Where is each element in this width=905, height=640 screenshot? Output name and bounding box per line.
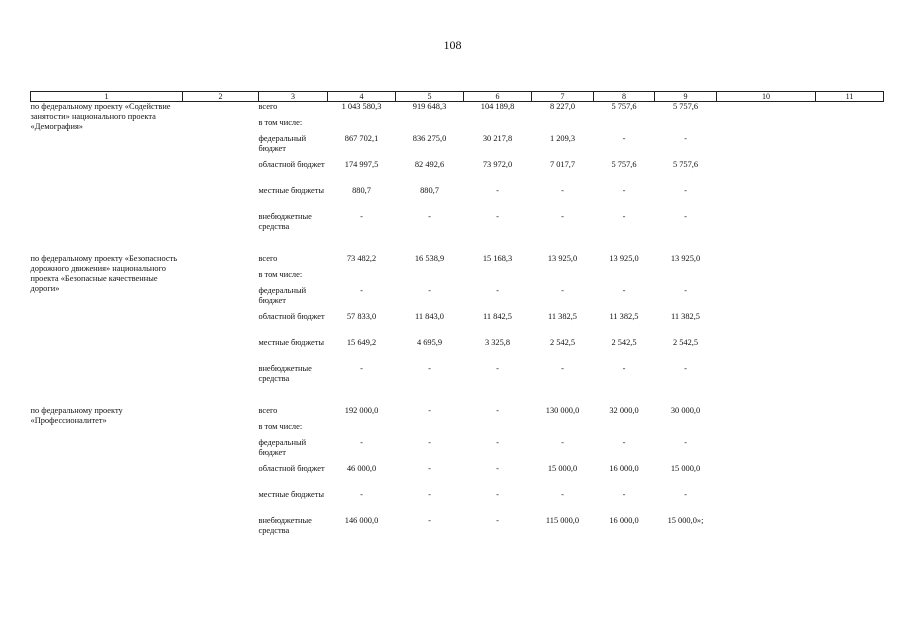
amount-cell: [594, 422, 655, 438]
amount-cell: [594, 270, 655, 286]
amount-cell: [328, 270, 396, 286]
column-header: 6: [464, 92, 532, 102]
empty-cell: [717, 406, 816, 422]
amount-cell: -: [561, 490, 564, 499]
amount-cell: -: [496, 464, 499, 473]
empty-cell: [717, 464, 816, 490]
funding-source: федеральный бюджет: [258, 438, 307, 457]
amount-cell: -: [561, 438, 564, 447]
amount-cell: -: [428, 464, 431, 473]
empty-cell: [717, 186, 816, 212]
empty-cell: [717, 312, 816, 338]
amount-cell: 880,7: [420, 186, 439, 195]
amount-cell: [655, 118, 717, 134]
amount-cell: 15 000,0»;: [667, 516, 704, 525]
amount-cell: [396, 118, 464, 134]
amount-cell: -: [360, 286, 363, 295]
table-row: [31, 254, 884, 270]
empty-cell: [717, 134, 816, 160]
amount-cell: -: [496, 212, 499, 221]
amount-cell: -: [684, 438, 687, 447]
amount-cell: [532, 118, 594, 134]
amount-cell: 11 382,5: [609, 312, 639, 321]
amount-cell: 11 382,5: [670, 312, 700, 321]
amount-cell: [655, 422, 717, 438]
empty-cell: [717, 254, 816, 270]
amount-cell: 174 997,5: [344, 160, 379, 169]
empty-cell: [717, 422, 816, 438]
empty-cell: [816, 270, 884, 286]
amount-cell: 867 702,1: [344, 134, 379, 143]
funding-source: федеральный бюджет: [258, 286, 307, 305]
empty-cell: [183, 406, 259, 542]
amount-cell: 11 382,5: [547, 312, 577, 321]
empty-cell: [816, 422, 884, 438]
column-header: 9: [655, 92, 717, 102]
amount-cell: 8 227,0: [549, 102, 576, 111]
amount-cell: -: [496, 406, 499, 415]
amount-cell: -: [360, 490, 363, 499]
amount-cell: -: [684, 490, 687, 499]
amount-cell: 73 972,0: [482, 160, 513, 169]
funding-source: местные бюджеты: [258, 186, 325, 195]
amount-cell: -: [622, 212, 626, 221]
amount-cell: -: [428, 406, 431, 415]
funding-source: всего: [258, 254, 278, 263]
amount-cell: -: [622, 286, 626, 295]
amount-cell: 15 000,0: [547, 464, 578, 473]
amount-cell: 15 168,3: [482, 254, 513, 263]
amount-cell: [532, 422, 594, 438]
table-row: [31, 102, 884, 119]
amount-cell: 11 842,5: [482, 312, 512, 321]
funding-source: федеральный бюджет: [258, 134, 307, 153]
amount-cell: 7 017,7: [549, 160, 576, 169]
amount-cell: 5 757,6: [611, 102, 637, 111]
amount-cell: 13 925,0: [670, 254, 701, 263]
amount-cell: -: [622, 364, 626, 373]
project-name: по федеральному проекту «Содействие занятости» национального проекта «Демография»: [30, 102, 171, 131]
empty-cell: [816, 490, 884, 516]
funding-source: местные бюджеты: [258, 338, 325, 347]
amount-cell: 82 492,6: [414, 160, 445, 169]
amount-cell: -: [622, 490, 626, 499]
column-header: 5: [396, 92, 464, 102]
column-header: 10: [717, 92, 816, 102]
spacer-row: [31, 390, 884, 406]
empty-cell: [717, 270, 816, 286]
amount-cell: -: [428, 212, 431, 221]
amount-cell: 1 043 580,3: [341, 102, 382, 111]
amount-cell: -: [622, 186, 626, 195]
amount-cell: -: [561, 364, 564, 373]
amount-cell: 46 000,0: [346, 464, 377, 473]
funding-source: внебюджетные средства: [258, 364, 312, 383]
amount-cell: 30 217,8: [482, 134, 513, 143]
amount-cell: [655, 270, 717, 286]
amount-cell: [328, 422, 396, 438]
amount-cell: -: [622, 438, 626, 447]
amount-cell: [464, 118, 532, 134]
amount-cell: -: [496, 438, 499, 447]
spacer-cell: [31, 390, 884, 406]
amount-cell: -: [561, 186, 564, 195]
amount-cell: -: [496, 364, 499, 373]
amount-cell: 836 275,0: [412, 134, 447, 143]
amount-cell: [532, 270, 594, 286]
empty-cell: [816, 102, 884, 119]
amount-cell: -: [561, 286, 564, 295]
amount-cell: -: [684, 186, 687, 195]
amount-cell: [464, 422, 532, 438]
amount-cell: 30 000,0: [670, 406, 701, 415]
column-header: 1: [31, 92, 183, 102]
empty-cell: [816, 406, 884, 422]
amount-cell: 15 649,2: [346, 338, 377, 347]
amount-cell: 1 209,3: [549, 134, 576, 143]
empty-cell: [816, 118, 884, 134]
funding-source: всего: [258, 102, 278, 111]
amount-cell: 2 542,5: [611, 338, 637, 347]
amount-cell: 32 000,0: [609, 406, 639, 415]
funding-source: областной бюджет: [258, 160, 325, 169]
empty-cell: [816, 286, 884, 312]
amount-cell: [464, 270, 532, 286]
empty-cell: [717, 516, 816, 542]
empty-cell: [816, 364, 884, 390]
funding-source: внебюджетные средства: [258, 516, 312, 535]
column-header: 8: [594, 92, 655, 102]
empty-cell: [717, 338, 816, 364]
amount-cell: 130 000,0: [545, 406, 580, 415]
amount-cell: 73 482,2: [346, 254, 377, 263]
amount-cell: [396, 270, 464, 286]
funding-source: всего: [258, 406, 278, 415]
empty-cell: [717, 102, 816, 119]
amount-cell: -: [360, 364, 363, 373]
amount-cell: 5 757,6: [672, 160, 699, 169]
amount-cell: -: [428, 364, 431, 373]
empty-cell: [816, 338, 884, 364]
amount-cell: 15 000,0: [670, 464, 701, 473]
amount-cell: 2 542,5: [672, 338, 699, 347]
amount-cell: 13 925,0: [609, 254, 639, 263]
empty-cell: [816, 516, 884, 542]
amount-cell: 192 000,0: [344, 406, 379, 415]
funding-source: местные бюджеты: [258, 490, 325, 499]
budget-table: [30, 91, 884, 542]
empty-cell: [717, 438, 816, 464]
amount-cell: -: [428, 286, 431, 295]
amount-cell: -: [496, 490, 499, 499]
page-number: 108: [443, 38, 462, 52]
amount-cell: 16 000,0: [609, 464, 639, 473]
empty-cell: [816, 186, 884, 212]
amount-cell: -: [684, 286, 687, 295]
amount-cell: 115 000,0: [545, 516, 580, 525]
project-name: по федеральному проекту «Профессионалитет»: [30, 406, 123, 425]
empty-cell: [717, 286, 816, 312]
amount-cell: 4 695,9: [416, 338, 443, 347]
amount-cell: [328, 118, 396, 134]
empty-cell: [717, 364, 816, 390]
empty-cell: [816, 254, 884, 270]
table-body: [31, 102, 884, 543]
empty-cell: [816, 134, 884, 160]
empty-cell: [816, 312, 884, 338]
amount-cell: -: [428, 490, 431, 499]
amount-cell: 3 325,8: [484, 338, 511, 347]
amount-cell: [594, 118, 655, 134]
empty-cell: [183, 102, 259, 239]
amount-cell: 5 757,6: [672, 102, 699, 111]
funding-source: внебюджетные средства: [258, 212, 312, 231]
spacer-cell: [31, 238, 884, 254]
spacer-row: [31, 238, 884, 254]
empty-cell: [717, 212, 816, 238]
amount-cell: 16 000,0: [609, 516, 639, 525]
amount-cell: 16 538,9: [414, 254, 445, 263]
amount-cell: -: [428, 438, 431, 447]
empty-cell: [816, 160, 884, 186]
empty-cell: [717, 490, 816, 516]
table-row: [31, 406, 884, 422]
column-header: 7: [532, 92, 594, 102]
amount-cell: -: [496, 286, 499, 295]
amount-cell: -: [684, 212, 687, 221]
amount-cell: -: [622, 134, 626, 143]
empty-cell: [816, 438, 884, 464]
amount-cell: 919 648,3: [412, 102, 447, 111]
funding-source: областной бюджет: [258, 312, 325, 321]
funding-source: областной бюджет: [258, 464, 325, 473]
amount-cell: -: [496, 516, 499, 525]
column-header: 2: [183, 92, 259, 102]
amount-cell: -: [684, 134, 687, 143]
amount-cell: -: [496, 186, 499, 195]
column-header: 11: [816, 92, 884, 102]
amount-cell: -: [428, 516, 431, 525]
funding-source: в том числе:: [258, 118, 303, 127]
amount-cell: 5 757,6: [611, 160, 637, 169]
amount-cell: -: [684, 364, 687, 373]
amount-cell: 146 000,0: [344, 516, 379, 525]
amount-cell: 11 843,0: [414, 312, 444, 321]
project-name: по федеральному проекту «Безопасность дорожного движения» национального проекта «Безопасные качественные дороги»: [30, 254, 178, 293]
empty-cell: [816, 212, 884, 238]
amount-cell: -: [360, 212, 363, 221]
amount-cell: 880,7: [352, 186, 371, 195]
amount-cell: 104 189,8: [480, 102, 515, 111]
amount-cell: 2 542,5: [549, 338, 576, 347]
header-row: [31, 92, 884, 102]
empty-cell: [183, 254, 259, 390]
empty-cell: [816, 464, 884, 490]
empty-cell: [717, 118, 816, 134]
amount-cell: 13 925,0: [547, 254, 578, 263]
column-header: 4: [328, 92, 396, 102]
amount-cell: -: [561, 212, 564, 221]
empty-cell: [717, 160, 816, 186]
funding-source: в том числе:: [258, 270, 303, 279]
amount-cell: [396, 422, 464, 438]
column-header: 3: [259, 92, 328, 102]
amount-cell: 57 833,0: [346, 312, 377, 321]
funding-source: в том числе:: [258, 422, 303, 431]
amount-cell: -: [360, 438, 363, 447]
